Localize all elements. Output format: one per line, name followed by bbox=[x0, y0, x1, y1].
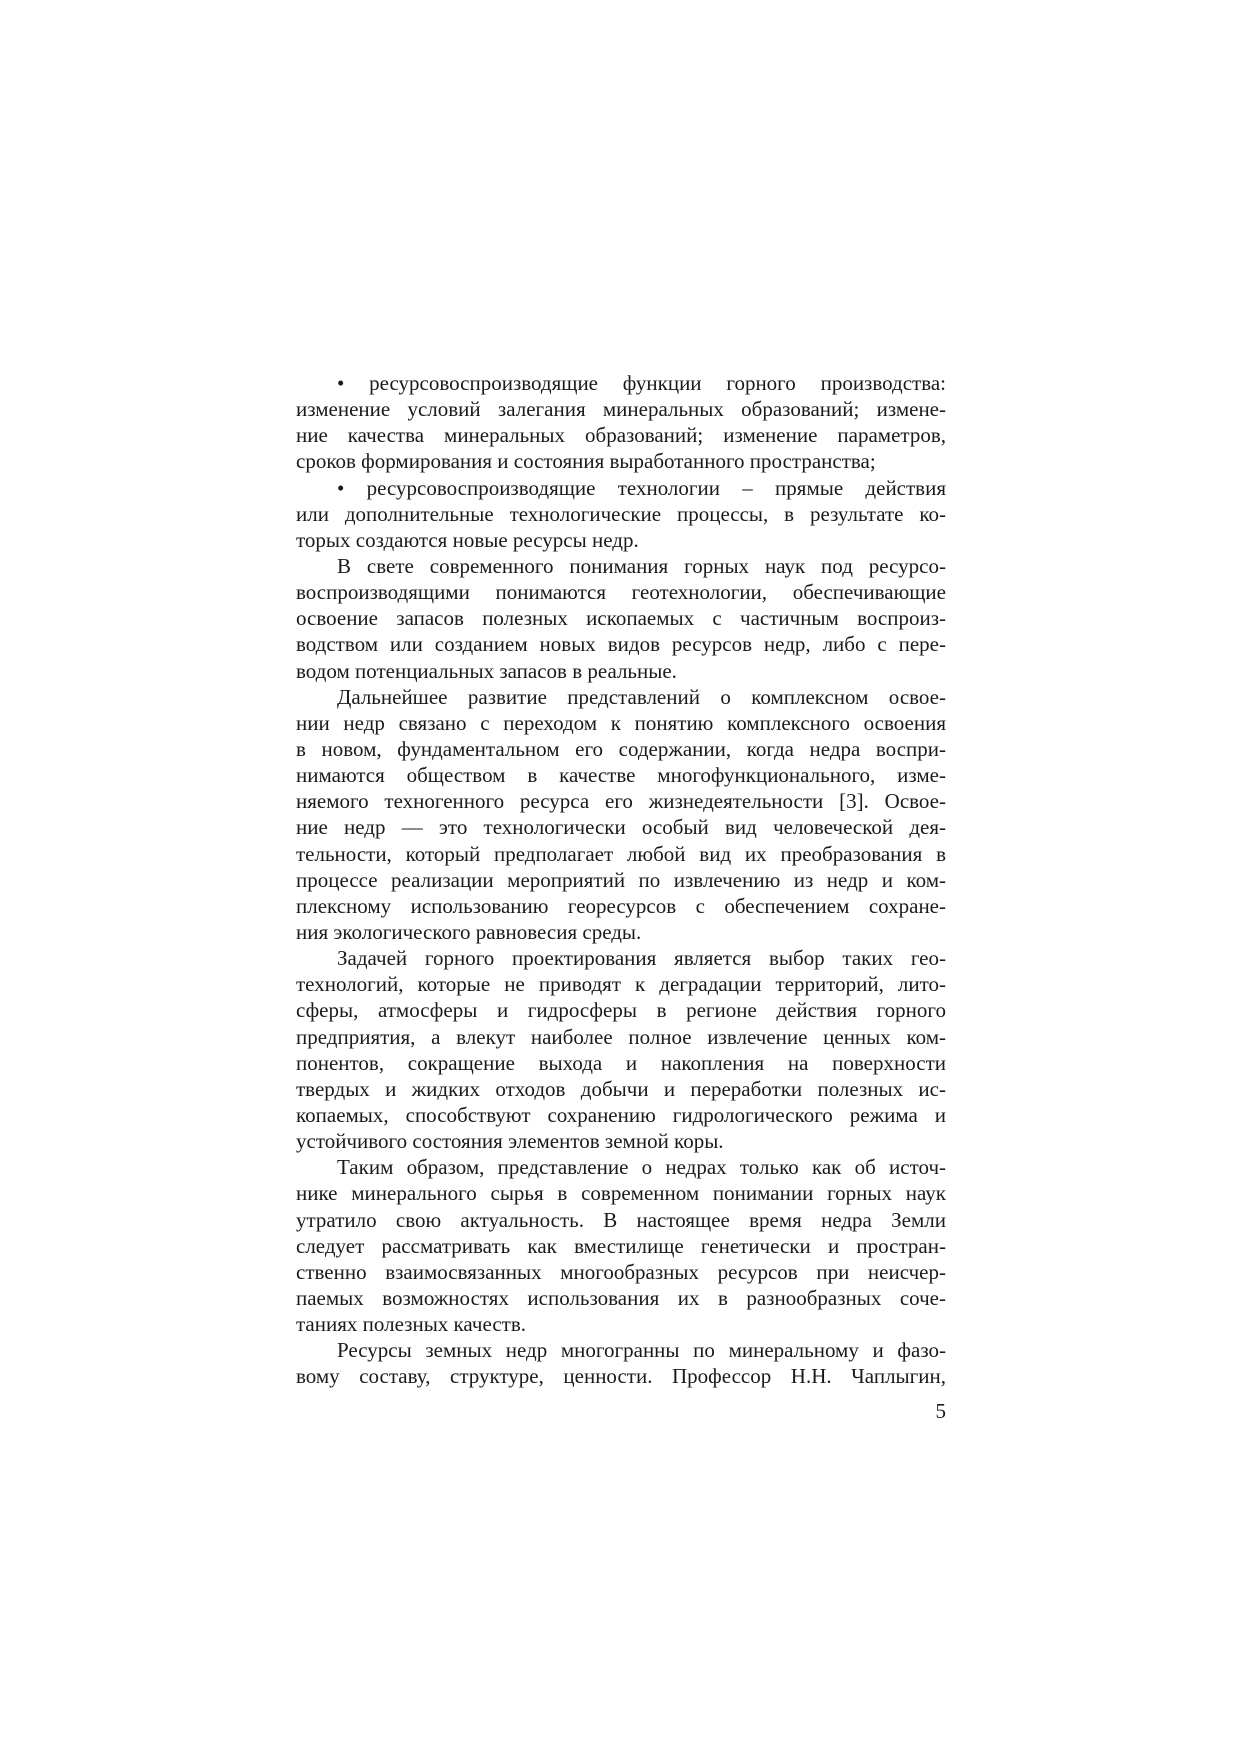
page-number: 5 bbox=[935, 1399, 946, 1423]
text-line: ственно взаимосвязанных многообразных ресурсов при неисчер- bbox=[296, 1259, 946, 1284]
text-line: Дальнейшее развитие представлений о комплексном освое- bbox=[337, 684, 946, 709]
text-line: понентов, сокращение выхода и накопления на поверхности bbox=[296, 1050, 946, 1075]
text-line: освоение запасов полезных ископаемых с частичным воспроиз- bbox=[296, 606, 946, 631]
text-line: ния экологического равновесия среды. bbox=[296, 919, 642, 944]
text-line: плексному использованию георесурсов с обеспечением сохране- bbox=[296, 893, 946, 918]
text-line: копаемых, способствуют сохранению гидрологического режима и bbox=[296, 1102, 946, 1127]
paragraph bbox=[296, 475, 946, 553]
text-line: нимаются обществом в качестве многофункционального, изме- bbox=[296, 763, 946, 788]
text-line: сферы, атмосферы и гидросферы в регионе действия горного bbox=[296, 998, 946, 1023]
text-line: паемых возможностях использования их в разнообразных соче- bbox=[296, 1285, 946, 1310]
text-line: В свете современного понимания горных наук под ресурсо- bbox=[337, 553, 946, 578]
text-line: Задачей горного проектирования является выбор таких гео- bbox=[337, 946, 946, 971]
text-line: • ресурсовоспроизводящие технологии – прямые действия bbox=[337, 475, 946, 500]
text-line: • ресурсовоспроизводящие функции горного производства: bbox=[337, 371, 946, 395]
text-line: няемого техногенного ресурса его жизнедеятельности [3]. Освое- bbox=[296, 789, 946, 814]
text-line: в новом, фундаментальном его содержании, когда недра воспри- bbox=[296, 736, 946, 761]
text-line: технологий, которые не приводят к деградации территорий, лито- bbox=[296, 972, 946, 997]
text-line: устойчивого состояния элементов земной коры. bbox=[296, 1129, 724, 1154]
text-line: ние качества минеральных образований; изменение параметров, bbox=[296, 423, 946, 448]
text-line: нике минерального сырья в современном понимании горных наук bbox=[296, 1181, 946, 1206]
text-line: таниях полезных качеств. bbox=[296, 1312, 526, 1337]
paragraph bbox=[296, 370, 946, 475]
text-line: ние недр — это технологически особый вид человеческой дея- bbox=[296, 815, 946, 840]
text-line: водством или созданием новых видов ресурсов недр, либо с пере- bbox=[296, 632, 946, 657]
paragraph bbox=[296, 1154, 946, 1337]
paragraph bbox=[296, 945, 946, 1154]
paragraph bbox=[296, 1337, 946, 1389]
text-line: тельности, который предполагает любой вид их преобразования в bbox=[296, 841, 946, 866]
text-line: изменение условий залегания минеральных образований; измене- bbox=[296, 397, 946, 422]
paragraph bbox=[296, 553, 946, 684]
body-text bbox=[296, 370, 946, 1389]
text-line: или дополнительные технологические процессы, в результате ко- bbox=[296, 501, 946, 526]
paragraph bbox=[296, 684, 946, 945]
text-line: следует рассматривать как вместилище генетически и простран- bbox=[296, 1233, 946, 1258]
text-line: твердых и жидких отходов добычи и переработки полезных ис- bbox=[296, 1076, 946, 1101]
text-line: торых создаются новые ресурсы недр. bbox=[296, 527, 639, 552]
text-line: утратило свою актуальность. В настоящее время недра Земли bbox=[296, 1207, 946, 1232]
text-line: сроков формирования и состояния выработанного пространства; bbox=[296, 449, 876, 474]
text-line: нии недр связано с переходом к понятию комплексного освоения bbox=[296, 710, 946, 735]
text-line: Таким образом, представление о недрах только как об источ- bbox=[337, 1155, 946, 1180]
text-line: Ресурсы земных недр многогранны по минеральному и фазо- bbox=[337, 1338, 946, 1363]
text-line: вому составу, структуре, ценности. Профессор Н.Н. Чаплыгин, bbox=[296, 1364, 946, 1389]
text-line: водом потенциальных запасов в реальные. bbox=[296, 658, 677, 683]
text-line: предприятия, а влекут наиболее полное извлечение ценных ком- bbox=[296, 1024, 946, 1049]
text-line: воспроизводящими понимаются геотехнологии, обеспечивающие bbox=[296, 580, 946, 605]
text-line: процессе реализации мероприятий по извлечению из недр и ком- bbox=[296, 867, 946, 892]
